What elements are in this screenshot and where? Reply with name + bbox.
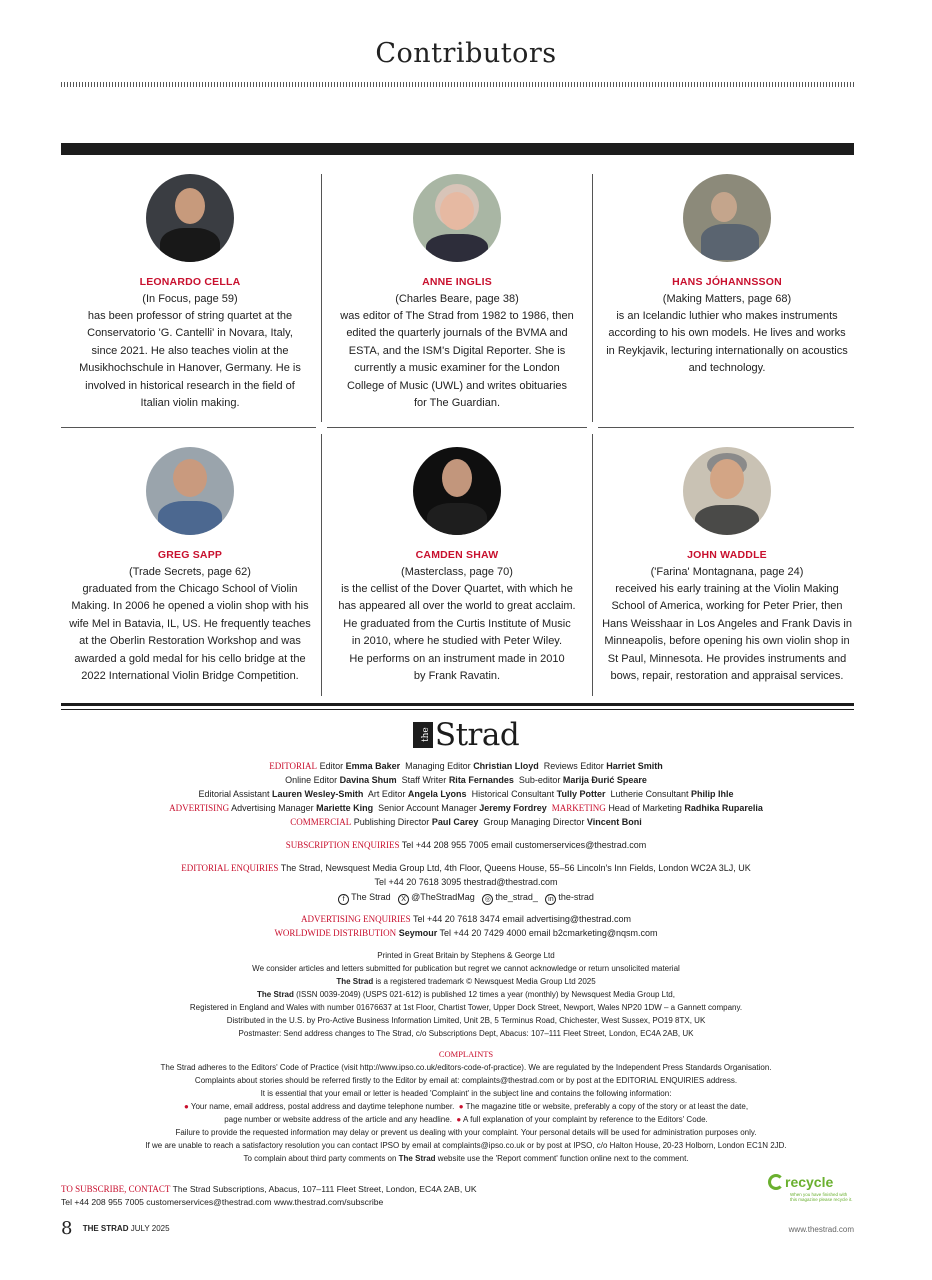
page-footer [61, 1218, 170, 1239]
complaints-section: COMPLAINTS The Strad adheres to the Editors' Code of Practice (visit http://www.ipso.co.uk/editors-code-of-practice). We are regulated by the Independent Press Standards Organisation. Complaints about stories should be referred firstly to the Editor by email at: complaints@thestrad.com or by post at the EDITORIAL ENQUIRIES address. It is essential that your email or letter is headed 'Complaint' in the subject line and contains the following information: ● Your name, email address, postal address and daytime telephone number. ● The magazine title or website, preferably a copy of the story or at least the date, page number or website address of the article and any headline. ● A full explanation of your complaint by reference to the Editors' Code. Failure to provide the requested information may delay or prevent us dealing with your complaint. Your personal details will be used for administration purposes only. If we are unable to reach a satisfactory resolution you can contact IPSO by email at complaints@ipso.co.uk or by post at IPSO, c/o Halton House, 20-23 Holborn, London EC1N 2JD. To complain about third party comments on The Strad website use the 'Report comment' function online next to the comment. [40, 1048, 892, 1165]
contributor-photo [413, 447, 501, 535]
x-icon: X [398, 894, 409, 905]
credits-line: Online Editor Davina Shum Staff Writer Rita Fernandes Sub-editor Marija Đurić Speare [285, 775, 647, 785]
contributor-photo [146, 447, 234, 535]
masthead-rule [61, 709, 854, 710]
contributor-card [61, 174, 319, 412]
contributor-name: GREG SAPP [157, 549, 223, 561]
contributor-photo [146, 174, 234, 262]
website-link[interactable]: www.thestrad.com [788, 1225, 854, 1234]
contributors-grid [61, 168, 854, 696]
editorial-enquiries: EDITORIAL ENQUIRIES The Strad, Newsquest Media Group Ltd, 4th Floor, Queens House, 55–56 Lincoln's Inn Fields, London WC2A 3LJ, UK Tel +44 20 7618 3095 thestrad@thestrad.com f The Strad X @TheStradMag ◎ the_strad_ in the-strad [40, 861, 892, 905]
contributor-name: CAMDEN SHAW [415, 549, 499, 561]
row-divider [327, 427, 587, 428]
contributor-bio: is an Icelandic luthier who makes instruments according to his own models. He lives and works in Reykjavik, lecturing internationally on acoustics and technology. [606, 310, 848, 375]
the-strad-logo [0, 718, 932, 752]
advertising-enquiries: ADVERTISING ENQUIRIES Tel +44 20 7618 3474 email advertising@thestrad.com WORLDWIDE DISTRIBUTION Seymour Tel +44 20 7429 4000 email b2cmarketing@nqsm.com [274, 914, 658, 938]
contributor-photo [413, 174, 501, 262]
contributor-card [328, 174, 586, 412]
dotted-divider [61, 82, 854, 87]
facebook-icon: f [338, 894, 349, 905]
recycle-icon [768, 1174, 784, 1190]
credits-line: ADVERTISING Advertising Manager Mariette King Senior Account Manager Jeremy Fordrey MARKETING Head of Marketing Radhika Ruparelia [169, 803, 763, 813]
issue-date: JULY 2025 [130, 1224, 170, 1233]
contributor-reference: (Making Matters, page 68) [662, 293, 792, 305]
linkedin-icon: in [545, 894, 556, 905]
credits-line: Editorial Assistant Lauren Wesley-Smith Art Editor Angela Lyons Historical Consultant Tully Potter Lutherie Consultant Philip Ihle [198, 789, 734, 799]
social-link-linkedin[interactable]: in the-strad [545, 892, 594, 902]
page-number: 8 [61, 1218, 73, 1239]
staff-credits [40, 759, 892, 829]
column-divider [592, 174, 593, 422]
contributor-name: ANNE INGLIS [422, 276, 492, 288]
recycle-logo: recycle When you have finished with this magazine please recycle it. [768, 1174, 858, 1202]
contributor-bio: is the cellist of the Dover Quartet, with which he has appeared all over the world to great acclaim. He graduated from the Curtis Institute of Music in 2010, where he studied with Peter Wiley. He performs on an instrument made in 2010 by Frank Ravatin. [338, 583, 576, 683]
social-link-instagram[interactable]: ◎ the_strad_ [482, 892, 538, 902]
contributor-card [61, 447, 319, 685]
credits-line: EDITORIAL Editor Emma Baker Managing Editor Christian Lloyd Reviews Editor Harriet Smith [269, 761, 663, 771]
logo-the: the [413, 722, 433, 748]
complaints-heading: COMPLAINTS [438, 1049, 494, 1059]
credits-line: COMMERCIAL Publishing Director Paul Carey Group Managing Director Vincent Boni [290, 817, 642, 827]
contributor-reference: (Masterclass, page 70) [401, 566, 513, 578]
contributor-bio: has been professor of string quartet at the Conservatorio 'G. Cantelli' in Novara, Italy, since 2021. He also teaches violin at the Musikhochschule in Hanover, Germany. He is involved in historical research in the field of Italian violin making. [79, 310, 301, 410]
contributor-reference: (Charles Beare, page 38) [395, 293, 519, 305]
instagram-icon: ◎ [482, 894, 493, 905]
header-bar [61, 143, 854, 155]
contributor-photo [683, 174, 771, 262]
subscribe-contact: TO SUBSCRIBE, CONTACT The Strad Subscriptions, Abacus, 107–111 Fleet Street, London, EC4A 2AB, UK Tel +44 208 955 7005 customerservices@thestrad.com www.thestrad.com/subscribe [61, 1184, 477, 1207]
social-link-facebook[interactable]: f The Strad [338, 892, 391, 902]
row-divider [61, 427, 316, 428]
column-divider [321, 434, 322, 696]
contributor-card [598, 447, 856, 685]
row-divider [598, 427, 854, 428]
contributor-bio: was editor of The Strad from 1982 to 1986, then edited the quarterly journals of the BVMA and ESTA, and the ISM's Digital Reporter. She is currently a music examiner for the London College of Music (UWL) and writes obituaries for The Guardian. [340, 310, 574, 410]
contributor-reference: (In Focus, page 59) [142, 293, 238, 305]
contributor-name: JOHN WADDLE [687, 549, 767, 561]
page-title: Contributors [375, 38, 557, 69]
logo-strad: Strad [434, 717, 520, 753]
contributor-reference: ('Farina' Montagnana, page 24) [650, 566, 804, 578]
contributor-bio: graduated from the Chicago School of Violin Making. In 2006 he opened a violin shop with his wife Mel in Batavia, IL, US. He frequently teaches at the Oberlin Restoration Workshop and was awarded a gold medal for his cello bridge at the 2022 International Violin Bridge Competition. [69, 583, 311, 683]
masthead-rule [61, 703, 854, 706]
contributor-card [328, 447, 586, 685]
legal-notice: Printed in Great Britain by Stephens & George Ltd We consider articles and letters submitted for publication but regret we cannot acknowledge or return unsolicited material The Strad is a registered trademark © Newsquest Media Group Ltd 2025 The Strad (ISSN 0039-2049) (USPS 021-612) is published 12 times a year (monthly) by Newsquest Media Group Ltd, Registered in England and Wales with number 01676637 at 1st Floor, Chartist Tower, Upper Dock Street, Newport, Wales NP20 1DW – a Gannett company. Distributed in the U.S. by Pro-Active Business Information Limited, Unit 2B, 5 Terminus Road, Chichester, West Sussex, PO19 8TX, UK Postmaster: Send address changes to The Strad, c/o Subscriptions Dept, Abacus: 107–111 Fleet Street, London, EC4A 2AB, UK [189, 951, 743, 1038]
contributor-card [598, 174, 856, 378]
social-links [40, 890, 892, 905]
contributor-name: LEONARDO CELLA [139, 276, 241, 288]
column-divider [592, 434, 593, 696]
column-divider [321, 174, 322, 422]
contributor-reference: (Trade Secrets, page 62) [129, 566, 251, 578]
contributor-photo [683, 447, 771, 535]
subscription-enquiries: SUBSCRIPTION ENQUIRIES Tel +44 208 955 7005 email customerservices@thestrad.com [285, 840, 647, 850]
contributor-bio: received his early training at the Violin Making School of America, working for Peter Prier, then Hans Weisshaar in Los Angeles and Frank Davis in Minneapolis, before opening his own violin shop in St Paul, Minnesota. He provides instruments and bows, repair, restoration and appraisal services. [602, 583, 852, 683]
magazine-name: THE STRAD [82, 1224, 129, 1233]
social-link-x[interactable]: X @TheStradMag [398, 892, 475, 902]
contributor-name: HANS JÓHANNSSON [672, 276, 782, 288]
